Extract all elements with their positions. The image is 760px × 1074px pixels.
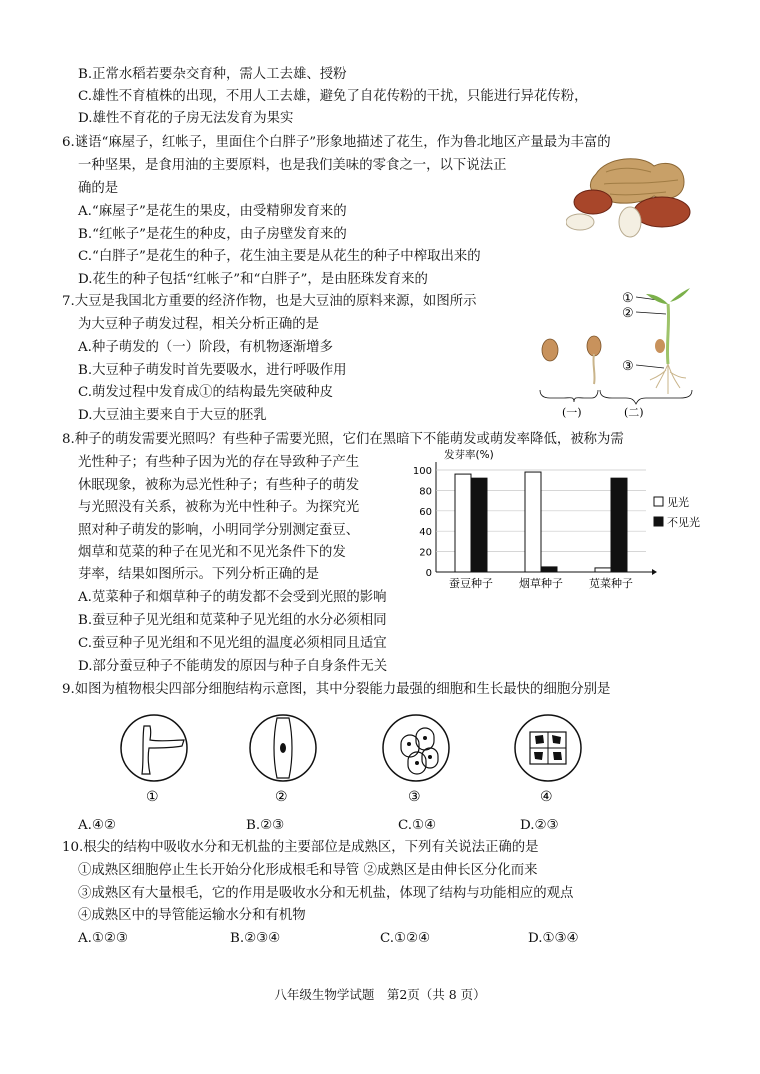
cell-label-4: ④: [540, 789, 553, 805]
chart-bar: [611, 478, 627, 572]
q6-option-a: A.“麻屋子”是花生的果皮，由受精卵发育来的: [78, 204, 347, 219]
cell-label-3: ③: [408, 789, 421, 805]
chart-legend-swatch: [654, 497, 663, 506]
q6-stem-line1: 6.谜语“麻屋子，红帐子，里面住个白胖子”形象地描述了花生，作为鲁北地区产量最为丰富的: [62, 135, 611, 150]
root-cell-figure-2: [246, 710, 326, 806]
soybean-label-1: ①: [622, 291, 634, 306]
chart-x-axis-arrow: [652, 569, 657, 575]
q8-option-a: A.苋菜种子和烟草种子的萌发都不会受到光照的影响: [78, 590, 387, 605]
chart-legend-swatch: [654, 517, 663, 526]
q10-option-c: C.①②④: [380, 931, 431, 946]
q9-option-a: A.④②: [78, 818, 116, 833]
q8-stem-line2: 光性种子；有些种子因为光的存在导致种子产生: [78, 455, 360, 470]
q8-option-d: D.部分蚕豆种子不能萌发的原因与种子自身条件无关: [78, 659, 388, 674]
q6-option-b: B.“红帐子”是花生的种皮，由子房壁发育来的: [78, 227, 347, 242]
q9-option-c: C.①④: [398, 818, 437, 833]
page-footer: 八年级生物学试题 第2页（共 8 页）: [274, 987, 486, 1002]
q7-option-b: B.大豆种子萌发时首先要吸水，进行呼吸作用: [78, 363, 347, 378]
q10-option-a: A.①②③: [78, 931, 128, 946]
germination-chart: [408, 446, 708, 592]
chart-y-tick-label: 80: [419, 486, 432, 498]
q10-statement-2: ③成熟区有大量根毛，它的作用是吸收水分和无机盐，体现了结构与功能相应的观点: [78, 886, 574, 901]
q9-option-d: D.②③: [520, 818, 559, 833]
q8-stem-line5: 照对种子萌发的影响，小明同学分别测定蚕豆、: [78, 523, 360, 538]
root-cell-figure-3: [378, 710, 458, 806]
cell-label-1: ①: [146, 789, 159, 805]
q7-stem-line1: 7.大豆是我国北方重要的经济作物，也是大豆油的原料来源，如图所示: [62, 294, 477, 309]
q8-option-c: C.蚕豆种子见光组和不见光组的温度必须相同且适宜: [78, 636, 387, 651]
soybean-label-3: ③: [622, 359, 634, 374]
q9-stem: 9.如图为植物根尖四部分细胞结构示意图，其中分裂能力最强的细胞和生长最快的细胞分别是: [62, 682, 611, 697]
root-cell-figure-1: [118, 710, 198, 806]
chart-y-tick-label: 20: [419, 547, 432, 559]
q10-option-b: B.②③④: [230, 931, 281, 946]
soybean-label-2: ②: [622, 306, 634, 321]
chart-bar: [541, 567, 557, 572]
chart-x-tick-label: 烟草种子: [519, 577, 563, 590]
chart-y-tick-label: 40: [419, 527, 432, 539]
q10-statement-1: ①成熟区细胞停止生长开始分化形成根毛和导管 ②成熟区是由伸长区分化而来: [78, 863, 538, 878]
q6-stem-line2: 一种坚果，是食用油的主要原料，也是我们美味的零食之一，以下说法正: [78, 158, 507, 173]
chart-bar: [455, 474, 471, 572]
q7-option-a: A.种子萌发的（一）阶段，有机物逐渐增多: [78, 340, 333, 355]
peanut-image: [566, 152, 696, 242]
chart-legend-label: 见光: [667, 496, 689, 509]
q8-stem-line7: 芽率，结果如图所示。下列分析正确的是: [78, 567, 320, 582]
soybean-stage-1: (一): [562, 406, 582, 419]
q7-stem-line2: 为大豆种子萌发过程，相关分析正确的是: [78, 317, 320, 332]
chart-y-tick-label: 60: [419, 506, 432, 518]
soybean-germination-figure: [530, 284, 708, 420]
q8-option-b: B.蚕豆种子见光组和苋菜种子见光组的水分必须相同: [78, 613, 387, 628]
soybean-stage-2: (二): [624, 406, 644, 419]
chart-y-tick-label: 0: [425, 568, 432, 579]
chart-bar: [525, 472, 541, 572]
chart-legend-label: 不见光: [667, 516, 700, 529]
chart-y-tick-label: 100: [412, 466, 432, 477]
q10-statement-3: ④成熟区中的导管能运输水分和有机物: [78, 908, 306, 923]
q6-stem-line3: 确的是: [78, 181, 119, 196]
chart-bar: [595, 568, 611, 572]
q8-stem-line4: 与光照没有关系，被称为光中性种子。为探究光: [78, 500, 360, 515]
chart-x-tick-label: 苋菜种子: [589, 577, 633, 590]
q5-option-b: B.正常水稻若要杂交育种，需人工去雄、授粉: [78, 67, 347, 82]
q7-option-d: D.大豆油主要来自于大豆的胚乳: [78, 408, 267, 423]
chart-y-axis-label: 发芽率(%): [444, 449, 494, 461]
cell-label-2: ②: [275, 789, 288, 805]
q8-stem-line3: 休眠现象，被称为忌光性种子；有些种子的萌发: [78, 478, 360, 493]
q9-option-b: B.②③: [246, 818, 285, 833]
q7-option-c: C.萌发过程中发育成①的结构最先突破种皮: [78, 385, 334, 400]
chart-bar: [471, 478, 487, 572]
q8-stem-line1: 8.种子的萌发需要光照吗？有些种子需要光照，它们在黑暗下不能萌发或萌发率降低，被称为需: [62, 432, 624, 447]
chart-x-tick-label: 蚕豆种子: [449, 577, 493, 590]
q6-option-c: C.“白胖子”是花生的种子，花生油主要是从花生的种子中榨取出来的: [78, 249, 481, 264]
root-cell-figure-4: [510, 710, 590, 806]
q6-option-d: D.花生的种子包括“红帐子”和“白胖子”，是由胚珠发育来的: [78, 272, 428, 287]
q8-stem-line6: 烟草和苋菜的种子在见光和不见光条件下的发: [78, 545, 346, 560]
q5-option-d: D.雄性不育花的子房无法发育为果实: [78, 111, 294, 126]
q10-stem: 10.根尖的结构中吸收水分和无机盐的主要部位是成熟区，下列有关说法正确的是: [62, 840, 539, 855]
q10-option-d: D.①③④: [528, 931, 579, 946]
q5-option-c: C.雄性不育植株的出现，不用人工去雄，避免了自花传粉的干扰，只能进行异花传粉，: [78, 89, 588, 104]
